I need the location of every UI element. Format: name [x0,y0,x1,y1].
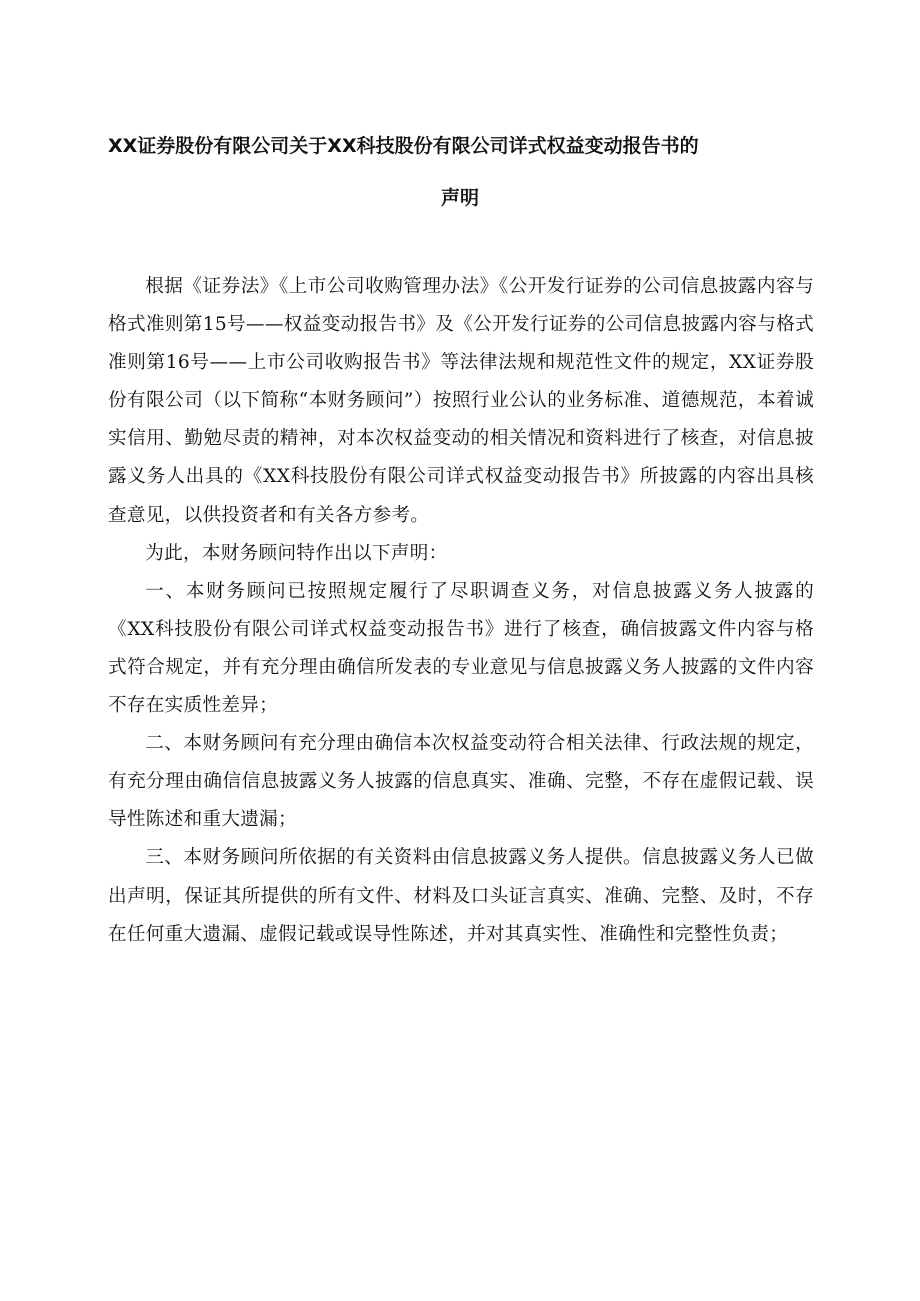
paragraph-declaration-lead: 为此，本财务顾问特作出以下声明： [145,542,448,564]
document-body [108,268,814,954]
paragraph-item-2: 二、本财务顾问有充分理由确信本次权益变动符合相关法律、行政法规的规定，有充分理由确信信息披露义务人披露的信息真实、准确、完整，不存在虚假记载、误导性陈述和重大遗漏； [108,733,814,831]
paragraph-item-1: 一、本财务顾问已按照规定履行了尽职调查义务，对信息披露义务人披露的《XX科技股份有限公司详式权益变动报告书》进行了核查，确信披露文件内容与格式符合规定，并有充分理由确信所发表的专业意见与信息披露义务人披露的文件内容不存在实质性差异； [108,580,814,717]
document-title-line-2: 声明 [440,187,479,209]
document-title-line-1: XX证券股份有限公司关于XX科技股份有限公司详式权益变动报告书的 [108,135,699,157]
paragraph-item-3: 三、本财务顾问所依据的有关资料由信息披露义务人提供。信息披露义务人已做出声明，保证其所提供的所有文件、材料及口头证言真实、准确、完整、及时，不存在任何重大遗漏、虚假记载或误导性陈述，并对其真实性、准确性和完整性负责； [108,847,814,945]
paragraph-intro: 根据《证券法》《上市公司收购管理办法》《公开发行证券的公司信息披露内容与格式准则第15号——权益变动报告书》及《公开发行证券的公司信息披露内容与格式准则第16号——上市公司收购报告书》等法律法规和规范性文件的规定，XX证券股份有限公司（以下简称“本财务顾问”）按照行业公认的业务标准、道德规范，本着诚实信用、勤勉尽责的精神，对本次权益变动的相关情况和资料进行了核查，对信息披露义务人出具的《XX科技股份有限公司详式权益变动报告书》所披露的内容出具核查意见，以供投资者和有关各方参考。 [108,276,814,526]
